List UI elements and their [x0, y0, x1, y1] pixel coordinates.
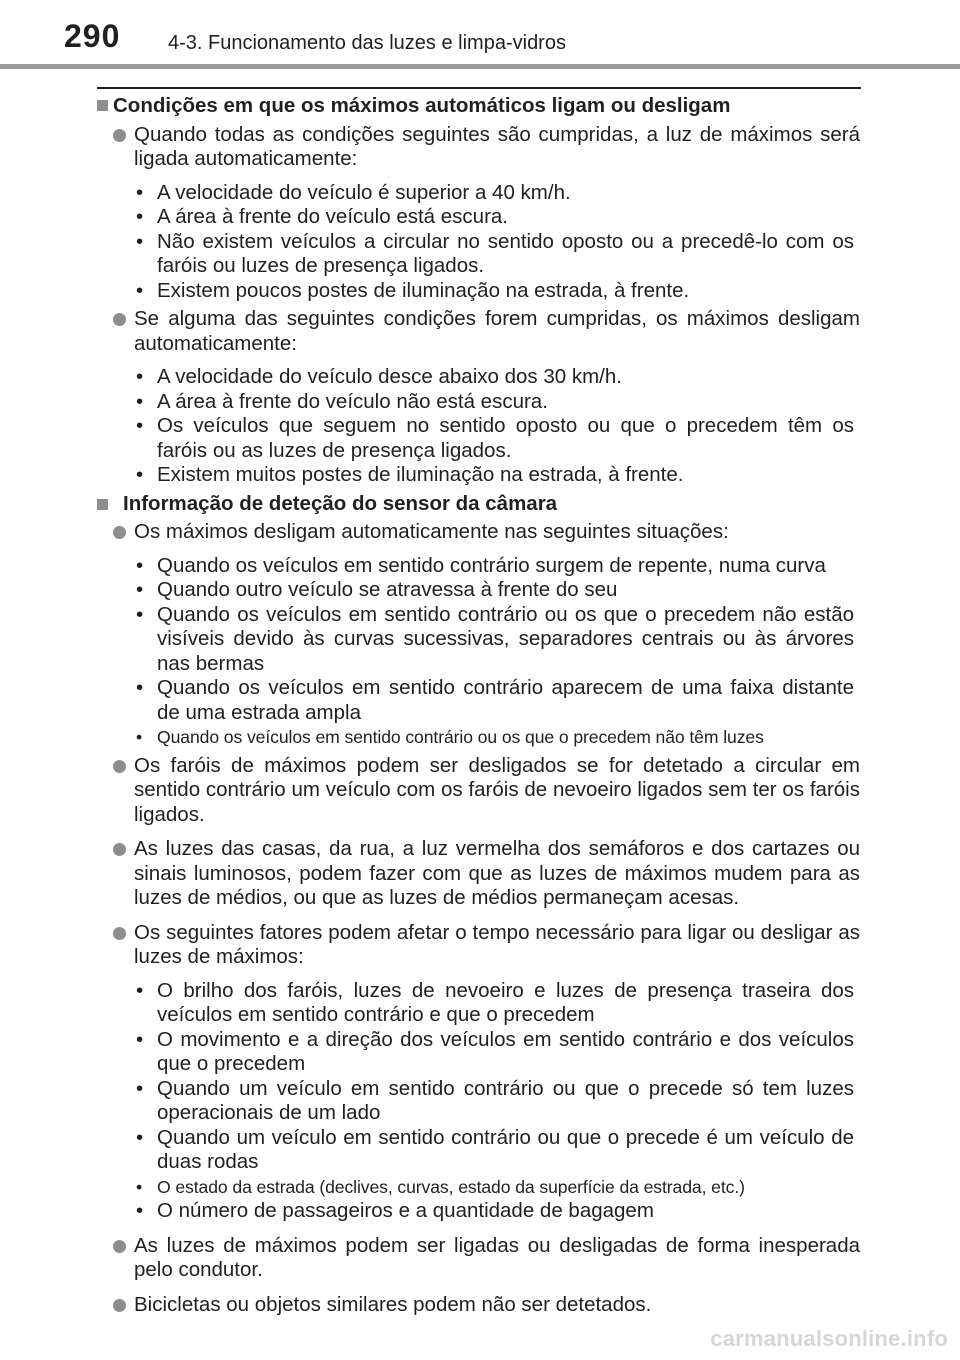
square-bullet-icon — [97, 100, 108, 111]
list-item: • Quando os veículos em sentido contrário ou os que o precedem não têm luzes — [136, 727, 764, 747]
list-item: • Não existem veículos a circular no sentido oposto ou a precedê-lo com os faróis ou luzes de presença ligados. — [136, 229, 854, 277]
paragraph: As luzes de máximos podem ser ligadas ou desligadas de forma inesperada pelo condutor. — [134, 1234, 860, 1283]
list-item: • A velocidade do veículo é superior a 40 km/h. — [136, 180, 571, 204]
page-number: 290 — [64, 18, 121, 54]
list-item: • Quando outro veículo se atravessa à frente do seu — [136, 578, 618, 601]
circle-bullet-icon — [113, 313, 126, 326]
circle-bullet-icon — [113, 129, 126, 142]
watermark: carmanualsonline.info — [710, 1326, 948, 1351]
page-header — [0, 0, 960, 70]
list-item: • O brilho dos faróis, luzes de nevoeiro e luzes de presença traseira dos veículos em sentido contrário e que o precedem — [136, 978, 854, 1026]
circle-bullet-icon — [113, 1299, 126, 1312]
paragraph: Os seguintes fatores podem afetar o tempo necessário para ligar ou desligar as luzes de máximos: — [134, 921, 860, 970]
paragraph: As luzes das casas, da rua, a luz vermelha dos semáforos e dos cartazes ou sinais luminosos, podem fazer com que as luzes de máximos mudem para as luzes de médios, ou que as luzes de médios permaneçam acesas. — [134, 837, 860, 911]
list-item: • Existem poucos postes de iluminação na estrada, à frente. — [136, 278, 690, 302]
chapter-title: 4-3. Funcionamento das luzes e limpa-vidros — [168, 32, 566, 54]
square-bullet-icon — [97, 499, 108, 510]
paragraph: Os faróis de máximos podem ser desligados se for detetado a circular em sentido contrário um veículo com os faróis de nevoeiro ligados sem ter os faróis ligados. — [134, 754, 860, 828]
list-item: • O número de passageiros e a quantidade de bagagem — [136, 1199, 654, 1222]
bullet-list — [97, 181, 860, 304]
circle-bullet-icon — [113, 927, 126, 940]
bullet-list — [97, 979, 860, 1224]
circle-bullet-icon — [113, 1240, 126, 1253]
paragraph: Quando todas as condições seguintes são cumpridas, a luz de máximos será ligada automaticamente: — [134, 123, 860, 172]
list-item: • Quando os veículos em sentido contrário surgem de repente, numa curva — [136, 553, 826, 577]
list-item: • Existem muitos postes de iluminação na estrada, à frente. — [136, 463, 684, 486]
list-item: • Quando um veículo em sentido contrário ou que o precede só tem luzes operacionais de um lado — [136, 1076, 854, 1124]
circle-bullet-icon — [113, 760, 126, 773]
list-item: • Os veículos que seguem no sentido oposto ou que o precedem têm os faróis ou as luzes de presença ligados. — [136, 414, 854, 462]
list-item: • O estado da estrada (declives, curvas, estado da superfície da estrada, etc.) — [136, 1176, 745, 1197]
paragraph: Os máximos desligam automaticamente nas seguintes situações: — [134, 520, 860, 545]
paragraph: Se alguma das seguintes condições forem cumpridas, os máximos desligam automaticamente: — [134, 307, 860, 356]
section-heading: Informação de deteção do sensor da câmara — [97, 492, 860, 517]
list-item: • Quando os veículos em sentido contrário ou os que o precedem não estão visíveis devido às curvas sucessivas, separadores centrais ou às árvores nas bermas — [136, 602, 854, 675]
list-item: • A área à frente do veículo está escura. — [136, 205, 508, 228]
list-item: • A velocidade do veículo desce abaixo dos 30 km/h. — [136, 365, 622, 388]
list-item: • A área à frente do veículo não está escura. — [136, 389, 548, 413]
bullet-list — [97, 554, 860, 750]
circle-bullet-icon — [113, 526, 126, 539]
list-item: • O movimento e a direção dos veículos em sentido contrário e dos veículos que o precedem — [136, 1027, 854, 1075]
section-heading: Condições em que os máximos automáticos ligam ou desligam — [97, 94, 860, 119]
section-divider — [97, 87, 861, 89]
page-content — [97, 94, 860, 1317]
list-item: • Quando os veículos em sentido contrário aparecem de uma faixa distante de uma estrada ampla — [136, 676, 854, 724]
bullet-list — [97, 365, 860, 488]
list-item: • Quando um veículo em sentido contrário ou que o precede é um veículo de duas rodas — [136, 1125, 854, 1173]
paragraph: Bicicletas ou objetos similares podem não ser detetados. — [134, 1293, 860, 1318]
circle-bullet-icon — [113, 843, 126, 856]
header-divider — [0, 64, 960, 69]
